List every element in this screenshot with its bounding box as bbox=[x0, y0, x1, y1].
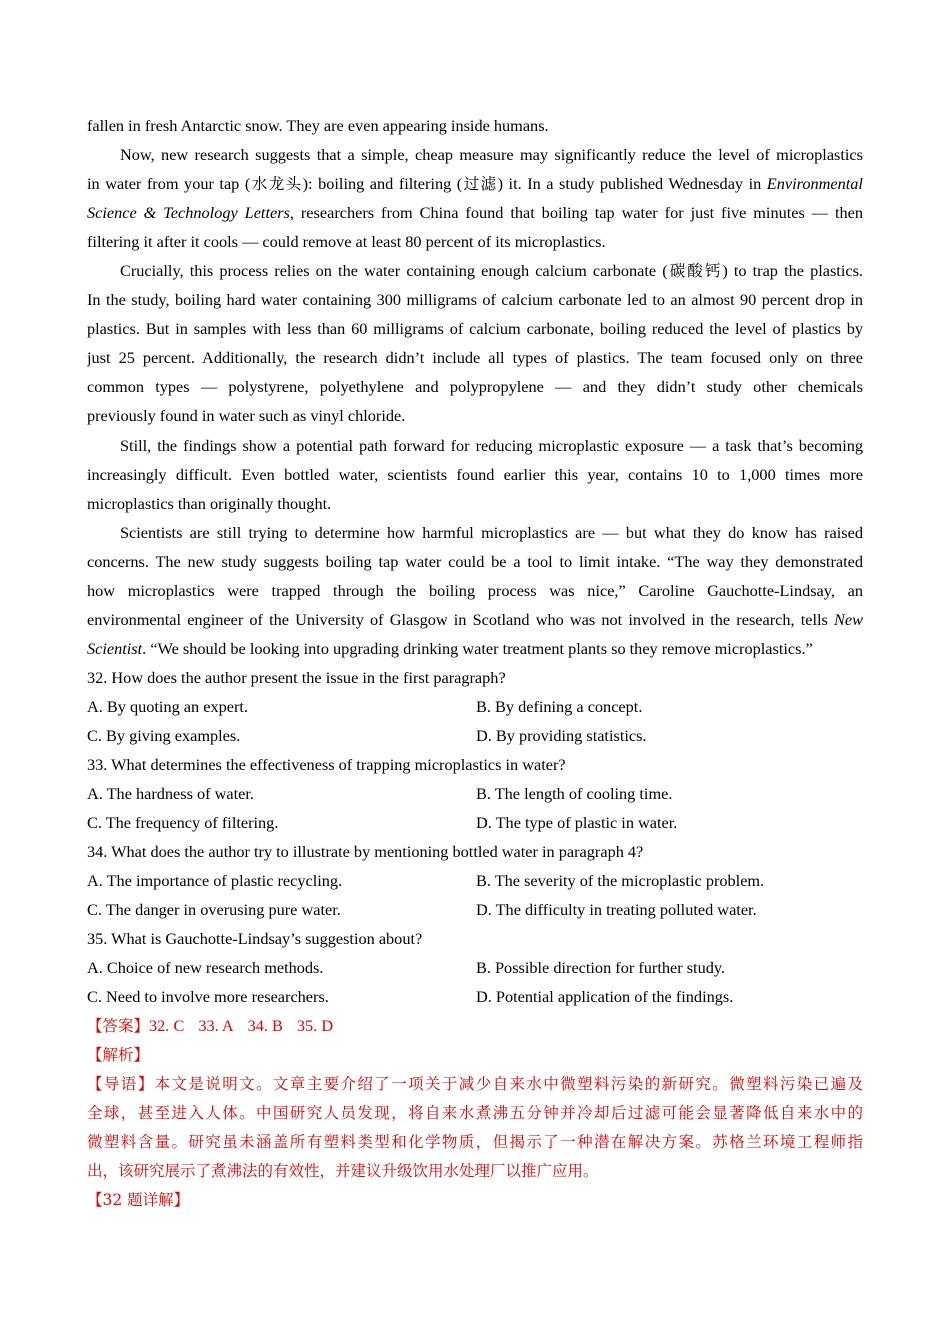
analysis-label: 【解析】 bbox=[87, 1045, 150, 1064]
option-row bbox=[87, 721, 863, 750]
text-segment: 本文是说明文。文章主要介绍了一项关于减少自来水中微塑料污染的新研究。微塑料污染已遍及 bbox=[154, 1074, 863, 1093]
passage-line: Scientists are still trying to determine how harmful microplastics are — but what they do know has raised bbox=[120, 522, 863, 542]
intro-label: 【导语】 bbox=[87, 1074, 155, 1093]
passage-line bbox=[87, 169, 863, 198]
analysis-line: 全球，甚至进入人体。中国研究人员发现，将自来水煮沸五分钟并冷却后过滤可能会显著降低自来水中的 bbox=[87, 1103, 863, 1122]
text-segment: ) it. In a study published Wednesday in bbox=[497, 174, 762, 194]
analysis-line: 微塑料含量。研究虽未涵盖所有塑料类型和化学物质，但揭示了一种潜在解决方案。苏格兰环境工程师指 bbox=[87, 1132, 863, 1151]
passage-line: increasingly difficult. Even bottled water, scientists found earlier this year, contains 10 to 1,000 times more bbox=[87, 464, 863, 484]
chinese-gloss: 过滤 bbox=[462, 175, 498, 194]
question-stem: 34. What does the author try to illustrate by mentioning bottled water in paragraph 4? bbox=[87, 842, 644, 862]
option-d: D. The difficulty in treating polluted water. bbox=[476, 900, 757, 920]
passage-line: plastics. But in samples with less than 60 milligrams of calcium carbonate, boiling reduced the level of plastics by bbox=[87, 319, 863, 339]
option-c: C. Need to involve more researchers. bbox=[87, 987, 329, 1007]
analysis-intro bbox=[87, 1070, 863, 1186]
text-segment: environmental engineer of the University of Glasgow in Scotland who was not involved in the research, tells bbox=[87, 609, 828, 629]
paragraph-1 bbox=[87, 140, 863, 256]
text-segment: ): boiling and filtering ( bbox=[302, 174, 463, 194]
journal-title: Environmental bbox=[766, 174, 863, 194]
option-d: D. Potential application of the findings. bbox=[476, 987, 734, 1007]
passage-line: just 25 percent. Additionally, the research didn’t include all types of plastics. The team focused only on three bbox=[87, 348, 863, 368]
journal-title: Science & Technology Letters bbox=[87, 203, 290, 223]
option-c: C. The danger in overusing pure water. bbox=[87, 900, 341, 920]
chinese-gloss: 水龙头 bbox=[250, 175, 303, 194]
paragraph-2 bbox=[87, 256, 863, 430]
paragraph-4 bbox=[87, 518, 863, 663]
chinese-gloss: 碳酸钙 bbox=[667, 262, 723, 281]
magazine-title: Scientist bbox=[87, 638, 143, 658]
option-row bbox=[87, 779, 863, 808]
text-segment: . “We should be looking into upgrading drinking water treatment plants so they remove microplastics.” bbox=[142, 638, 813, 658]
magazine-title: New bbox=[834, 609, 863, 629]
question-33 bbox=[87, 750, 863, 837]
document-content bbox=[87, 111, 863, 1215]
passage-line bbox=[87, 605, 863, 634]
option-a: A. Choice of new research methods. bbox=[87, 958, 324, 978]
option-a: A. The hardness of water. bbox=[87, 784, 254, 804]
question-stem: 33. What determines the effectiveness of trapping microplastics in water? bbox=[87, 755, 566, 775]
option-row bbox=[87, 866, 863, 895]
question-35 bbox=[87, 924, 863, 1011]
passage-line: previously found in water such as vinyl chloride. bbox=[87, 406, 406, 426]
text-segment: Crucially, this process relies on the water containing enough calcium carbonate ( bbox=[120, 261, 668, 281]
passage-line bbox=[87, 634, 863, 663]
option-b: B. Possible direction for further study. bbox=[476, 958, 726, 978]
option-row bbox=[87, 692, 863, 721]
answer-item: 35. D bbox=[296, 1016, 334, 1036]
detail-label: 【32 题详解】 bbox=[87, 1190, 190, 1209]
option-c: C. By giving examples. bbox=[87, 725, 241, 745]
option-row bbox=[87, 895, 863, 924]
option-d: D. By providing statistics. bbox=[476, 725, 647, 745]
passage-line: concerns. The new study suggests boiling tap water could be a tool to limit intake. “The way they demonstrated bbox=[87, 551, 863, 571]
answer-item: 34. B bbox=[247, 1016, 283, 1036]
passage-line: common types — polystyrene, polyethylene and polypropylene — and they didn’t study other chemicals bbox=[87, 377, 863, 397]
answer-label: 【答案】 bbox=[87, 1017, 150, 1036]
option-row bbox=[87, 808, 863, 837]
analysis-line: 出，该研究展示了煮沸法的有效性，并建议升级饮用水处理厂以推广应用。 bbox=[87, 1161, 599, 1180]
option-c: C. The frequency of filtering. bbox=[87, 813, 279, 833]
question-stem: 32. How does the author present the issue in the first paragraph? bbox=[87, 667, 506, 687]
option-a: A. The importance of plastic recycling. bbox=[87, 871, 343, 891]
question-32 bbox=[87, 663, 863, 750]
answer-key bbox=[87, 1011, 863, 1040]
passage-line bbox=[87, 256, 863, 285]
option-b: B. By defining a concept. bbox=[476, 696, 643, 716]
passage-line: microplastics than originally thought. bbox=[87, 493, 332, 513]
passage-line: Still, the findings show a potential path forward for reducing microplastic exposure — a task that’s becoming bbox=[120, 435, 863, 455]
option-row bbox=[87, 953, 863, 982]
text-segment: , researchers from China found that boiling tap water for just five minutes — then bbox=[289, 203, 863, 223]
passage-line: Now, new research suggests that a simple, cheap measure may significantly reduce the level of microplastics bbox=[120, 145, 863, 165]
option-row bbox=[87, 982, 863, 1011]
option-b: B. The length of cooling time. bbox=[476, 784, 673, 804]
option-b: B. The severity of the microplastic problem. bbox=[476, 871, 765, 891]
passage-line: how microplastics were trapped through the boiling process was nice,” Caroline Gauchotte-Lindsay, an bbox=[87, 580, 863, 600]
text-segment: ) to trap the plastics. bbox=[722, 261, 863, 281]
passage-line: In the study, boiling hard water containing 300 milligrams of calcium carbonate led to an almost 90 percent drop in bbox=[87, 290, 863, 310]
passage-line: fallen in fresh Antarctic snow. They are even appearing inside humans. bbox=[87, 116, 549, 135]
option-d: D. The type of plastic in water. bbox=[476, 813, 678, 833]
answer-item: 32. C bbox=[149, 1016, 185, 1036]
analysis-line bbox=[87, 1070, 863, 1099]
paragraph-3 bbox=[87, 431, 863, 518]
passage-line: filtering it after it cools — could remove at least 80 percent of its microplastics. bbox=[87, 232, 606, 252]
answer-item: 33. A bbox=[198, 1016, 234, 1036]
option-a: A. By quoting an expert. bbox=[87, 696, 248, 716]
question-stem: 35. What is Gauchotte-Lindsay’s suggestion about? bbox=[87, 929, 423, 949]
question-34 bbox=[87, 837, 863, 924]
passage-line bbox=[87, 198, 863, 227]
text-segment: in water from your tap ( bbox=[87, 174, 251, 194]
